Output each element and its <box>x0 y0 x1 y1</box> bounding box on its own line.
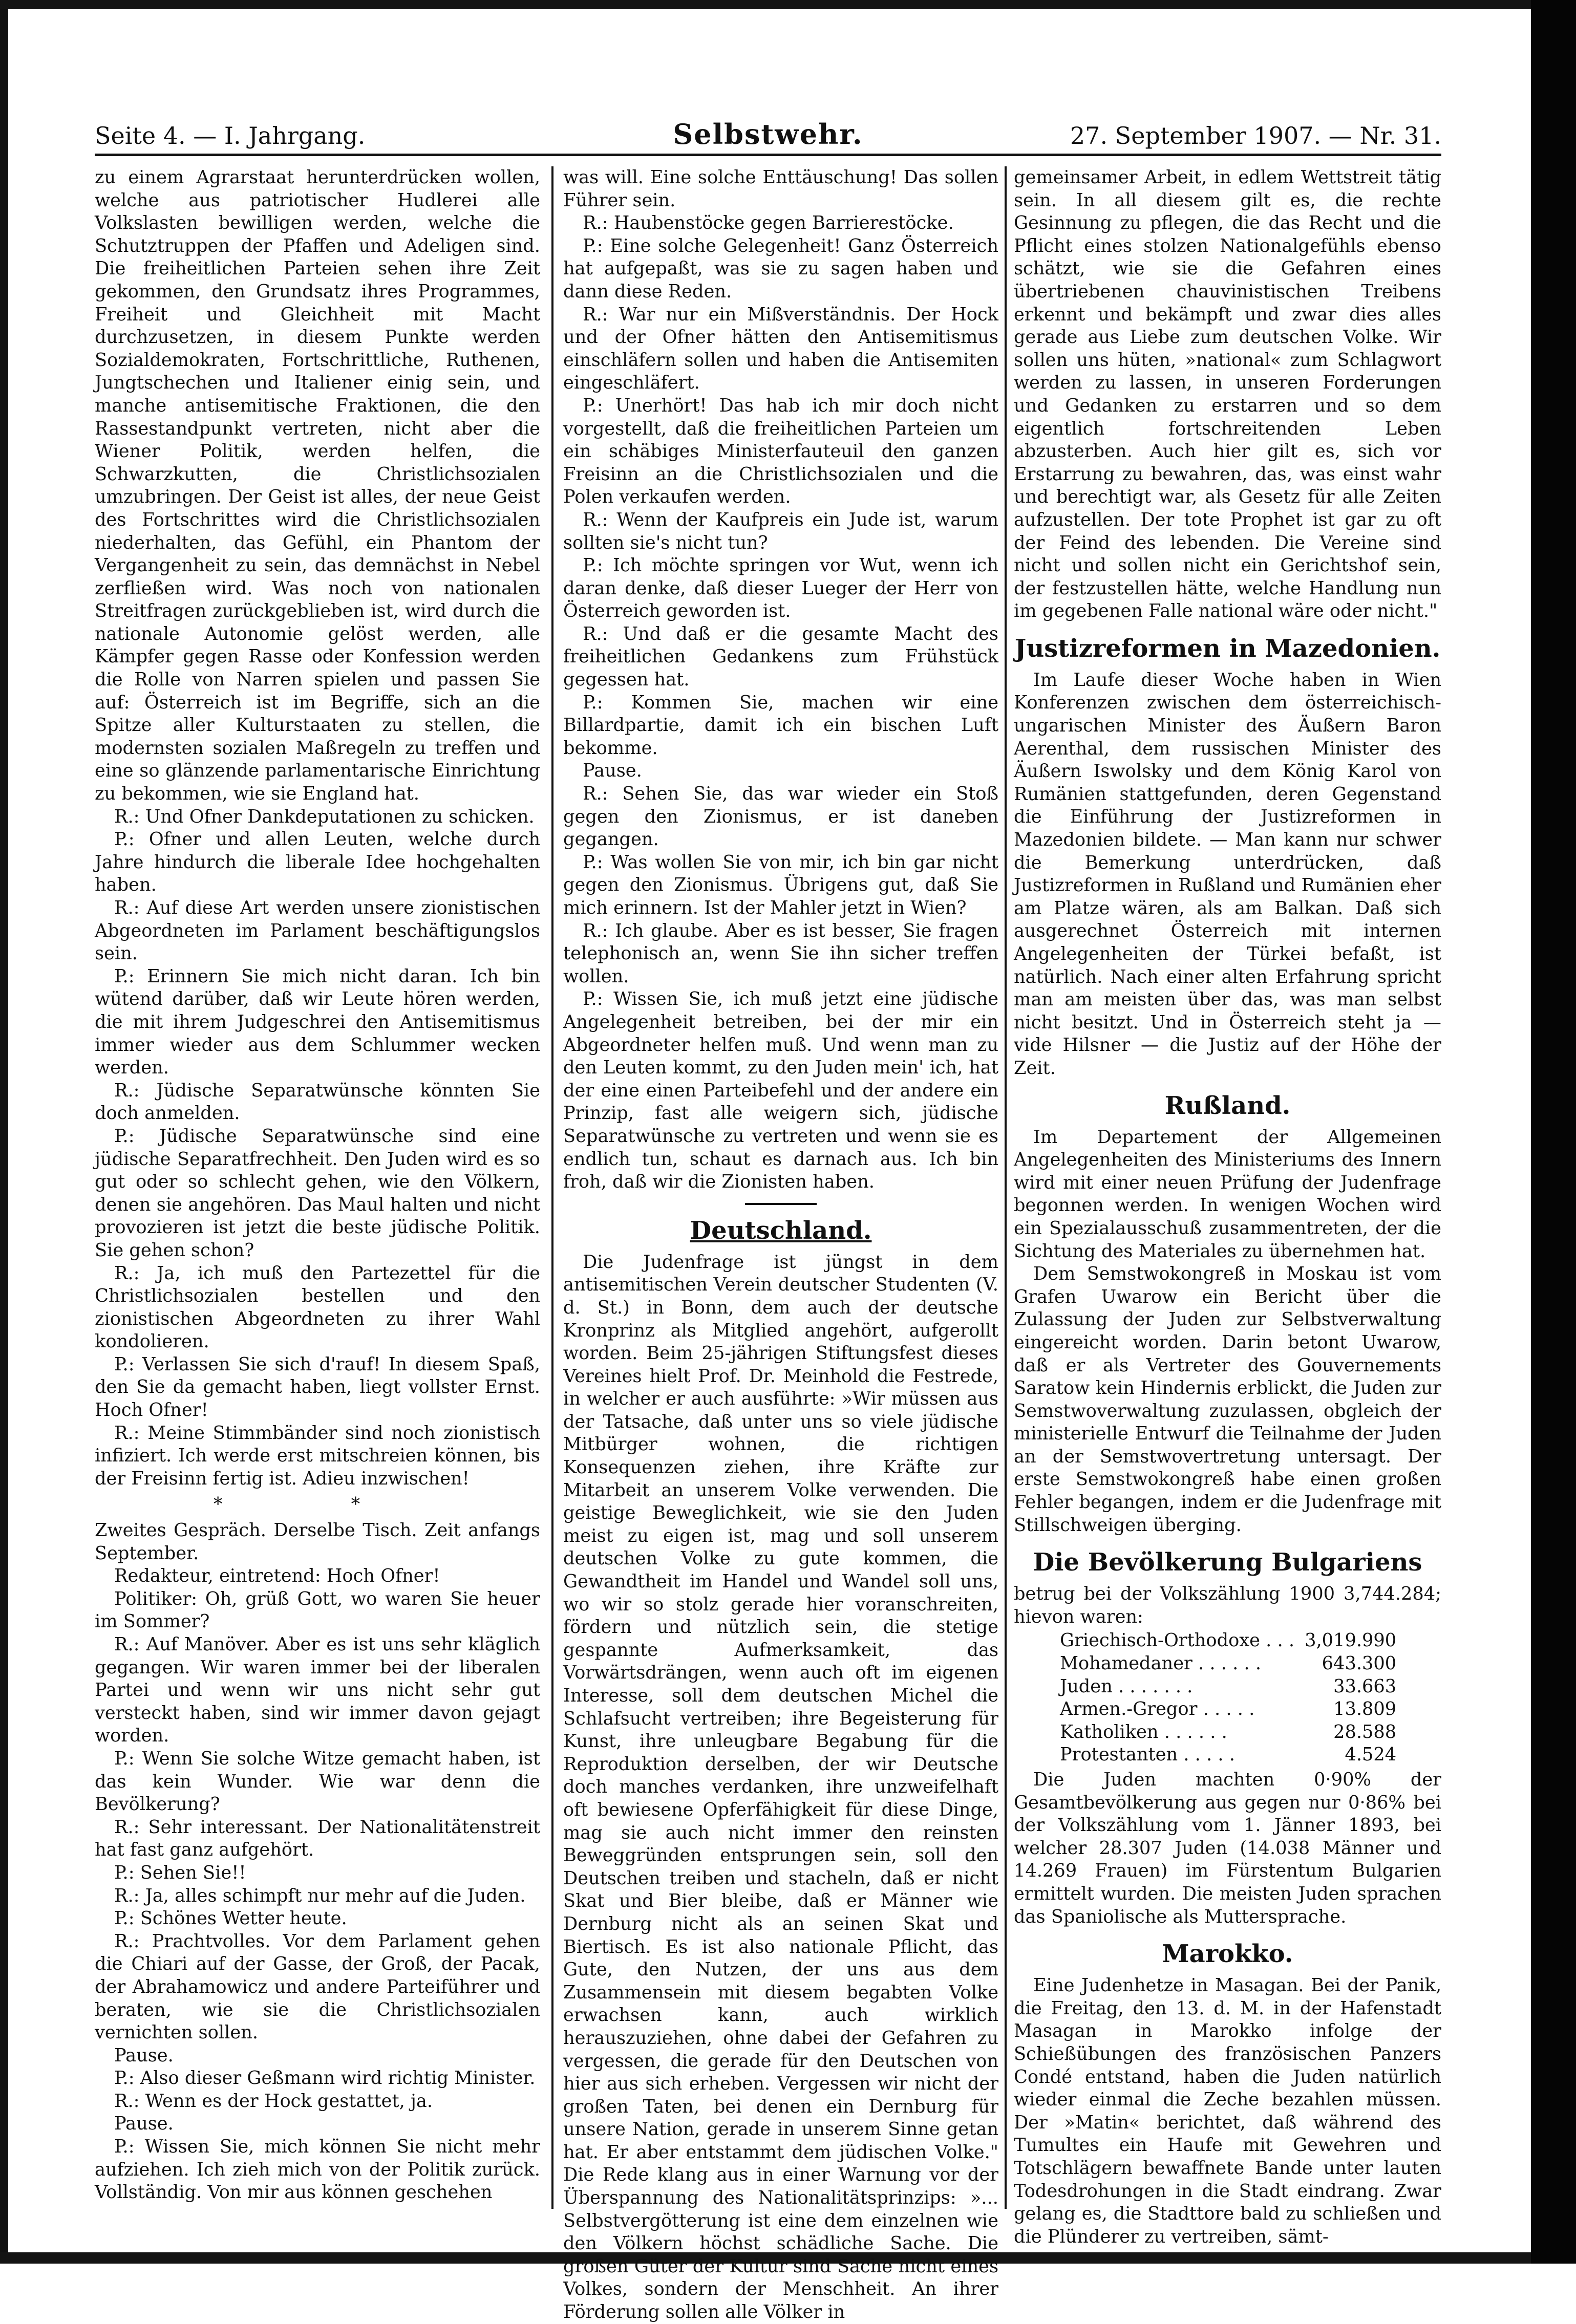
dialogue-line: R.: Prachtvolles. Vor dem Parlament gehen die Chiari auf der Gasse, der Groß, der Pacak, der Abrahamowicz und andere Parteiführer und beraten, wie sie die Christlichsozialen vernichten sollen. <box>95 1930 540 2043</box>
dialogue-line: R.: Sehen Sie, das war wieder ein Stoß gegen den Zionismus, er ist daneben gegangen. <box>563 783 998 850</box>
article-paragraph: Die Juden machten 0·90% der Gesamtbevölkerung aus gegen nur 0·86% bei der Volkszählung vom 1. Jänner 1893, bei welcher 28.307 Juden (14.038 Männer und 14.269 Frauen) im Fürstentum Bulgarien ermittelt wurden. Die meisten Juden sprachen das Spaniolische als Muttersprache. <box>1014 1769 1441 1927</box>
table-cell-value: 33.663 <box>1333 1675 1397 1697</box>
dialogue-line: P.: Wenn Sie solche Witze gemacht haben, ist das kein Wunder. Wie war denn die Bevölkerung? <box>95 1748 540 1815</box>
header-rule <box>95 154 1441 156</box>
dialogue-line: P.: Ofner und allen Leuten, welche durch Jahre hindurch die liberale Idee hochgehalten haben. <box>95 829 540 896</box>
dialogue-line: R.: Haubenstöcke gegen Barrierestöcke. <box>583 212 954 234</box>
table-cell-label: Protestanten . . . . . <box>1060 1744 1235 1766</box>
section-heading-marokko: Marokko. <box>1162 1940 1293 1969</box>
section-heading-justizreformen: Justizreformen in Mazedonien. <box>1014 634 1441 663</box>
article-paragraph: Im Departement der Allgemeinen Angelegenheiten des Ministeriums des Innern wird mit einer neuen Prüfung der Judenfrage begonnen werden. In wenigen Wochen wird ein Spezialausschuß zusammentreten, der die Sichtung des Materiales zu übernehmen hat. <box>1014 1126 1441 1262</box>
table-cell-value: 3,019.990 <box>1305 1630 1397 1651</box>
dialogue-line: P.: Was wollen Sie von mir, ich bin gar nicht gegen den Zionismus. Übrigens gut, daß Sie mich erinnern. Ist der Mahler jetzt in Wien? <box>563 851 998 918</box>
dialogue-line: P.: Jüdische Separatwünsche sind eine jüdische Separatfrechheit. Den Juden wird es so gut oder so schlecht gehen, wie den Völkern, denen sie angehören. Das Maul halten und nicht provozieren ist jetzt die beste jüdische Politik. Sie gehen schon? <box>95 1125 540 1261</box>
dialogue-line: Pause. <box>583 760 642 782</box>
section-stars: * * <box>213 1494 422 1515</box>
article-paragraph: Die Judenfrage ist jüngst in dem antisemitischen Verein deutscher Studenten (V. d. St.) in Bonn, dem auch der deutsche Kronprinz als Mitglied angehört, aufgerollt worden. Beim 25-jährigen Stiftungsfest dieses Vereines hielt Prof. Dr. Meinhold die Festrede, in welcher er auch ausführte: »Wir müssen aus der Tatsache, daß unter uns so viele jüdische Mitbürger wohnen, die richtigen Konsequenzen ziehen, ihre Kräfte zur Mitarbeit an unserem Volke verwenden. Die geistige Beweglichkeit, wie sie den Juden meist zu eigen ist, mag und soll unserem deutschen Volke zu gute kommen, die Gewandtheit im Handel und Wandel soll uns, wo wir so stolz gerade hier voranschreiten, fördern und nützlich sein, die stetige gespannte Aufmerksamkeit, das Vorwärtsdrängen, wenn auch oft im eigenen Interesse, soll dem deutschen Michel die Schlafsucht vertreiben; ihre Begeisterung für Kunst, ihre unleugbare Begabung für die Reproduktion derselben, der wir Deutsche doch manches verdanken, ihre unzweifelhaft oft bewiesene Opferfähigkeit für diese Dinge, mag sie auch nicht immer den reinsten Beweggründen entsprungen sein, soll den Deutschen treiben und stacheln, daß er nicht Skat und Bier bleibe, daß er Männer wie Dernburg nicht als an seinen Skat und Biertisch. Es ist also nationale Pflicht, das Gute, den Nutzen, der uns aus dem Zusammensein mit diesem begabten Volke erwachsen kann, auch wirklich herauszuziehen, ohne dabei der Gefahren zu vergessen, die gerade für den Deutschen von hier aus sich erheben. Vergessen wir nicht der großen Taten, bei denen ein Dernburg für unsere Nation, gerade in unserem Sinne getan hat. Er aber entstammt dem jüdischen Volke." Die Rede klang aus in einer Warnung vor der Überspannung des Nationalitätsprinzips: »... Selbstvergötterung ist eine dem einzelnen wie den Völkern höchst schädliche Sache. Die großen Güter der Kultur sind Sache nicht eines Volkes, sondern der Menschheit. An ihrer Förderung sollen alle Völker in <box>563 1251 998 2323</box>
masthead-title: Selbstwehr. <box>673 118 863 150</box>
section-rule <box>745 1203 817 1205</box>
page-number-label: Seite 4. — I. Jahrgang. <box>95 122 366 149</box>
table-cell-label: Griechisch-Orthodoxe . . . <box>1060 1630 1295 1651</box>
table-cell-label: Katholiken . . . . . . <box>1060 1721 1227 1742</box>
dialogue-line: P.: Ich möchte springen vor Wut, wenn ich daran denke, daß dieser Lueger der Herr von Österreich geworden ist. <box>563 555 998 622</box>
scan-edge-top <box>0 0 1531 9</box>
column-2 <box>563 166 998 2323</box>
issue-date-label: 27. September 1907. — Nr. 31. <box>1070 122 1441 149</box>
table-cell-value: 13.809 <box>1333 1698 1397 1720</box>
table-cell-value: 28.588 <box>1333 1721 1397 1742</box>
dialogue-line: R.: Sehr interessant. Der Nationalitätenstreit hat fast ganz aufgehört. <box>95 1816 540 1861</box>
table-row <box>1060 1675 1396 1698</box>
column-divider-1 <box>551 166 553 2209</box>
table-cell-value: 4.524 <box>1345 1744 1397 1766</box>
dialogue-line: R.: Ja, alles schimpft nur mehr auf die Juden. <box>114 1885 526 1906</box>
dialogue-line: P.: Unerhört! Das hab ich mir doch nicht vorgestellt, daß die freiheitlichen Parteien um ein schäbiges Ministerfauteuil den ganzen Freisinn an die Christlichsozialen und die Polen verkaufen werden. <box>563 395 998 508</box>
dialogue-line: P.: Also dieser Geßmann wird richtig Minister. <box>114 2068 536 2089</box>
dialogue-line: R.: Ja, ich muß den Partezettel für die Christlichsozialen bestellen und den zionistischen Abgeordneten zu ihrer Wahl kondolieren. <box>95 1262 540 1352</box>
dialogue-line: R.: Wenn es der Hock gestattet, ja. <box>114 2090 433 2112</box>
dialogue-line: Pause. <box>114 2045 174 2066</box>
page-header <box>95 118 1441 154</box>
table-row <box>1060 1652 1396 1675</box>
dialogue-line: P.: Erinnern Sie mich nicht daran. Ich bin wütend darüber, daß wir Leute hören werden, die mit ihrem Judgeschrei den Antisemitismus immer wieder aus dem Schlummer wecken werden. <box>95 965 540 1079</box>
dialogue-line: R.: Und Ofner Dankdeputationen zu schicken. <box>114 806 535 827</box>
article-paragraph: Im Laufe dieser Woche haben in Wien Konferenzen zwischen dem österreichisch-ungarischen Minister des Äußern Baron Aerenthal, dem russischen Minister des Äußern Iswolsky und dem König Karol von Rumänien stattgefunden, deren Gegenstand die Einführung der Justizreformen in Mazedonien bildete. — Man kann nur schwer die Bemerkung unterdrücken, daß Justizreformen in Rußland und Rumänien eher am Platze wären, als am Balkan. Daß sich ausgerechnet Österreich mit internen Angelegenheiten der Türkei befaßt, ist natürlich. Nach einer alten Erfahrung spricht man am meisten über das, was man selbst nicht besitzt. Und in Österreich steht ja — vide Hilsner — die Justiz auf der Höhe der Zeit. <box>1014 669 1441 1079</box>
scan-edge-left <box>0 0 8 2264</box>
article-paragraph: Eine Judenhetze in Masagan. Bei der Panik, die Freitag, den 13. d. M. in der Hafenstadt Masagan in Marokko infolge der Schießübungen des französischen Panzers Condé entstand, haben die Juden natürlich wieder einmal die Zeche bezahlen müssen. Der »Matin« berichtet, daß während des Tumultes ein Haufe mit Gewehren und Totschlägern bewaffnete Bande unter lauten Todesdrohungen in die Stadt eindrang. Zwar gelang es, die Stadttore bald zu schließen und die Plünderer zu vertreiben, sämt- <box>1014 1975 1441 2247</box>
population-table <box>1060 1629 1396 1767</box>
column-1 <box>95 166 540 2209</box>
section-heading-russland: Rußland. <box>1164 1091 1291 1120</box>
dialogue-line: P.: Verlassen Sie sich d'rauf! In diesem Spaß, den Sie da gemacht haben, liegt vollster Ernst. Hoch Ofner! <box>95 1353 540 1421</box>
article-paragraph: betrug bei der Volkszählung 1900 3,744.284; hievon waren: <box>1014 1583 1441 1627</box>
article-paragraph: gemeinsamer Arbeit, in edlem Wettstreit tätig sein. In all diesem gilt es, die rechte Gesinnung zu pflegen, die das Recht und die Pflicht eines stolzen Nationalgefühls ebenso schätzt, wie sie die Gefahren eines übertriebenen chauvinistischen Treibens erkennt und bekämpft und zwar dies alles gerade aus Liebe zum deutschen Volke. Wir sollen uns hüten, »national« zum Schlagwort werden zu lassen, in unseren Forderungen und Gedanken zu erstarren und so dem eigentlich fortschreitenden Leben abzusterben. Auch hier gilt es, sich vor Erstarrung zu bewahren, das, was einst wahr und berechtigt war, als Gesetz für alle Zeiten aufzustellen. Der tote Prophet ist gar zu oft der Feind des lebenden. Die Vereine sind nicht und sollen nicht ein Gerichtshof sein, der festzustellen hätte, welche Handlung nun im gegebenen Falle national wäre oder nicht." <box>1014 167 1441 622</box>
dialogue-line: R.: Wenn der Kaufpreis ein Jude ist, warum sollten sie's nicht tun? <box>563 509 998 553</box>
paragraph: zu einem Agrarstaat herunterdrücken wollen, welche aus patriotischer Hudlerei alle Volkslasten bewilligen werden, welche die Schutztruppen der Pfaffen und Adeligen sind. Die freiheitlichen Parteien sehen ihre Zeit gekommen, den Grundsatz ihres Programmes, Freiheit und Gleichheit mit Macht durchzusetzen, in diesem Punkte werden Sozialdemokraten, Fortschrittliche, Ruthenen, Jungtschechen und Italiener einig sein, und manche antisemitische Fraktionen, die den Rassestandpunkt vertreten, nicht aber die Wiener Politik, werden helfen, die Schwarzkutten, die Christlichsozialen umzubringen. Der Geist ist alles, der neue Geist des Fortschrittes wird die Christlichsozialen niederhalten, das Gefühl, ein Phantom der Vergangenheit zu sein, das demnächst in Nebel zerfließen wird. Was noch von nationalen Streitfragen zurückgeblieben ist, wird durch die nationale Autonomie gelöst werden, alle Kämpfer gegen Rasse oder Konfession werden die Rolle von Narren spielen und passen Sie auf: Österreich ist im Begriffe, sich an die Spitze aller Kulturstaaten zu stellen, die modernsten sozialen Maßregeln zu treffen und eine so glänzende parlamentarische Einrichtung zu bekommen, wie sie England hat. <box>95 167 540 805</box>
dialogue-line: R.: Ich glaube. Aber es ist besser, Sie fragen telephonisch an, wenn Sie ihn sicher treffen wollen. <box>563 920 998 987</box>
section-heading-deutschland: Deutschland. <box>690 1216 872 1245</box>
column-3 <box>1014 166 1441 2247</box>
dialogue-line: R.: Meine Stimmbänder sind noch zionistisch infiziert. Ich werde erst mitschreien können, bis der Freisinn fertig ist. Adieu inzwischen! <box>95 1422 540 1489</box>
table-row <box>1060 1744 1396 1767</box>
dialogue-line: R.: Auf diese Art werden unsere zionistischen Abgeordneten im Parlament beschäftigungslos sein. <box>95 897 540 964</box>
table-cell-label: Juden . . . . . . . <box>1060 1675 1193 1697</box>
dialogue-line: P.: Sehen Sie!! <box>114 1862 246 1883</box>
dialogue-line: Politiker: Oh, grüß Gott, wo waren Sie heuer im Sommer? <box>95 1588 540 1632</box>
table-cell-value: 643.300 <box>1322 1653 1397 1674</box>
dialogue-line: P.: Wissen Sie, ich muß jetzt eine jüdische Angelegenheit betreiben, bei der mir ein Abgeordneter helfen muß. Und wenn man zu den Leuten kommt, zu den Juden mein' ich, hat der eine einen Parteibefehl und der andere ein Prinzip, fast alle weigern sich, jüdische Separatwünsche zu vertreten und wenn sie es endlich tun, schaut es darnach aus. Ich bin froh, daß wir die Zionisten haben. <box>563 988 998 1193</box>
table-row <box>1060 1721 1396 1744</box>
dialogue-line: Redakteur, eintretend: Hoch Ofner! <box>114 1565 440 1587</box>
dialogue-line: was will. Eine solche Enttäuschung! Das sollen Führer sein. <box>563 167 998 211</box>
column-divider-2 <box>1005 166 1007 2209</box>
dialogue-line: R.: Auf Manöver. Aber es ist uns sehr kläglich gegangen. Wir waren immer bei der liberalen Partei und wenn wir uns nicht sehr gut versteckt haben, sind wir immer davon gejagt worden. <box>95 1634 540 1747</box>
dialogue-line: R.: Jüdische Separatwünsche könnten Sie doch anmelden. <box>95 1080 540 1124</box>
scan-edge-right <box>1531 0 1576 2264</box>
table-cell-label: Armen.-Gregor . . . . . <box>1060 1698 1255 1720</box>
dialogue-line: P.: Wissen Sie, mich können Sie nicht mehr aufziehen. Ich zieh mich von der Politik zurück. Vollständig. Von mir aus können geschehen <box>95 2136 540 2203</box>
dialogue-line: Pause. <box>114 2113 174 2135</box>
scene-heading: Zweites Gespräch. Derselbe Tisch. Zeit anfangs September. <box>95 1520 540 1564</box>
dialogue-line: P.: Kommen Sie, machen wir eine Billardpartie, damit ich ein bischen Luft bekomme. <box>563 692 998 759</box>
table-row <box>1060 1629 1396 1652</box>
table-row <box>1060 1698 1396 1721</box>
dialogue-line: R.: War nur ein Mißverständnis. Der Hock und der Ofner hätten den Antisemitismus einschläfern sollen und haben die Antisemiten eingeschläfert. <box>563 304 998 394</box>
table-cell-label: Mohamedaner . . . . . . <box>1060 1653 1262 1674</box>
dialogue-line: P.: Schönes Wetter heute. <box>114 1908 347 1929</box>
section-heading-bulgarien: Die Bevölkerung Bulgariens <box>1033 1548 1422 1577</box>
article-paragraph: Dem Semstwokongreß in Moskau ist vom Grafen Uwarow ein Bericht über die Zulassung der Juden zur Selbstverwaltung eingereicht worden. Darin betont Uwarow, daß er als Vertreter des Gouvernements Saratow kein Hindernis erblickt, die Juden zur Semstwoverwaltung zuzulassen, obgleich der ministerielle Entwurf die Teilnahme der Juden an der Semstwovertretung untersagt. Der erste Semstwokongreß habe einen großen Fehler begangen, indem er die Judenfrage mit Stillschweigen überging. <box>1014 1263 1441 1536</box>
dialogue-line: P.: Eine solche Gelegenheit! Ganz Österreich hat aufgepaßt, was sie zu sagen haben und dann diese Reden. <box>563 235 998 302</box>
dialogue-line: R.: Und daß er die gesamte Macht des freiheitlichen Gedankens zum Frühstück gegessen hat. <box>563 623 998 691</box>
